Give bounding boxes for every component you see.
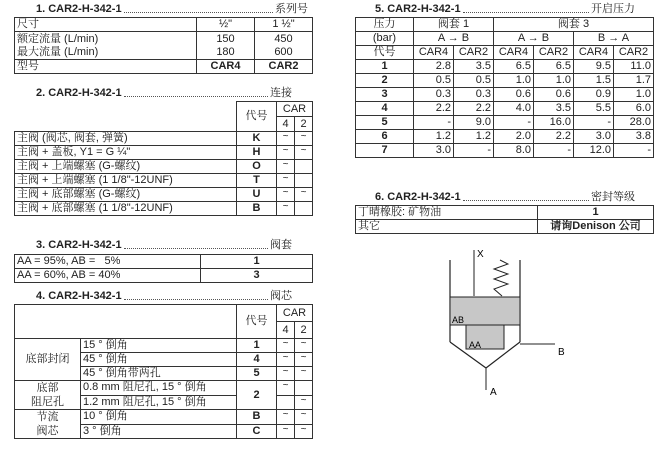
s5-row [356,116,654,130]
s2-row-car2: ~ [295,132,313,146]
s5-row-value: 3.8 [614,130,654,144]
s4-row-code: 2 [237,381,277,410]
s4-car-head: CAR [277,305,313,322]
s2-row-car2 [295,174,313,188]
s4-row [15,410,313,425]
s5-title [375,3,635,15]
s5-row-value: 1.0 [614,88,654,102]
s5-row-value: 0.5 [454,74,494,88]
s4-row-car2: ~ [295,395,313,410]
s6-row-code: 1 [538,206,654,220]
s4-row-desc: 45 ° 倒角 [81,353,237,367]
s4-title-text: 4. CAR2-H-342-1 [36,290,122,302]
s5-head-ab3: A → B [494,32,574,46]
s4-code-head: 代号 [237,305,277,339]
s3-title-text: 3. CAR2-H-342-1 [36,239,122,251]
s5-head-pressure: 压力 [356,18,414,32]
s4-row-car4: ~ [277,381,295,396]
s2-title-suffix: 连接 [270,87,292,99]
s5-row-value: 5.5 [574,102,614,116]
s2-code-head: 代号 [237,102,277,132]
s1-title [36,3,308,15]
s5-row-value: 28.0 [614,116,654,130]
s5-row [356,74,654,88]
s5-head-bar: (bar) [356,32,414,46]
s5-head-sleeve3: 阀套 3 [494,18,654,32]
s6-title-suffix: 密封等级 [591,191,635,203]
s2-title [36,87,292,99]
s3-table [14,254,313,283]
s4-row-car4: ~ [277,424,295,439]
s4-row-code: 4 [237,353,277,367]
s1-model-row [15,60,313,74]
s2-row-car4: ~ [277,174,295,188]
s2-row [15,174,313,188]
s4-group-throttle-line2: 阀芯 [36,425,59,437]
s6-title-leader [463,200,589,201]
s1-max-flow-label: 最大流量 (L/min) [17,45,99,58]
s5-row-value: 0.5 [414,74,454,88]
s2-row-car4: ~ [277,202,295,216]
s5-row-value: 3.0 [574,130,614,144]
s2-car-head: CAR [277,102,313,117]
s5-row-value: - [454,144,494,158]
s5-row-value: 9.5 [574,60,614,74]
s2-row-label: 主阀 + 上端螺塞 (G-螺纹) [15,160,237,174]
s5-row-value: 6.0 [614,102,654,116]
s4-group-orifice-line2: 阻尼孔 [31,396,64,408]
s2-row-label: 主阀 + 底部螺塞 (1 1/8"-12UNF) [15,202,237,216]
s2-row-code: U [237,188,277,202]
s5-row-value: 2.0 [494,130,534,144]
s2-row-car2: ~ [295,188,313,202]
s2-row [15,160,313,174]
s5-row-value: 3.5 [454,60,494,74]
s5-table [355,17,654,158]
s5-row-value: - [614,144,654,158]
s4-header-row-1 [15,305,313,322]
s5-row-value: - [414,116,454,130]
s5-row-value: - [534,144,574,158]
s5-row-code: 2 [356,74,414,88]
s4-row-desc: 15 ° 倒角 [81,339,237,353]
label-x: X [477,249,484,260]
s2-row-car2 [295,160,313,174]
s1-max-flow-oneandhalf: 600 [274,45,293,58]
s5-title-text: 5. CAR2-H-342-1 [375,3,461,15]
s5-row-value: 0.3 [414,88,454,102]
s2-row-label: 主阀 + 盖板, Y1 = G ¼" [15,146,237,160]
s5-row-code: 3 [356,88,414,102]
s1-table [14,17,313,74]
s4-table [14,304,313,439]
s6-title-text: 6. CAR2-H-342-1 [375,191,461,203]
label-aa: AA [469,340,482,350]
s2-row [15,188,313,202]
s2-row-code: O [237,160,277,174]
s5-row [356,144,654,158]
s4-row-desc: 3 ° 倒角 [81,424,237,439]
s5-col-head: CAR2 [454,46,494,60]
s1-flow-rows [15,32,313,60]
s5-head-sleeve1: 阀套 1 [414,18,494,32]
s5-row [356,88,654,102]
s1-max-flow-half: 180 [216,45,235,58]
s5-row-value: 1.0 [534,74,574,88]
s1-model-car2: CAR2 [255,60,313,74]
s5-col-head: CAR2 [614,46,654,60]
label-a: A [490,387,497,398]
s1-flow-half [197,32,255,60]
s1-model-car4: CAR4 [197,60,255,74]
s1-header-row [15,18,313,32]
s2-row-car4: ~ [277,188,295,202]
s5-header-row-2 [356,32,654,46]
s6-title [375,191,635,203]
label-b: B [558,347,565,358]
s4-group-orifice [15,381,81,410]
s3-row-code: 1 [201,255,313,269]
s5-col-head: CAR4 [494,46,534,60]
s5-row [356,60,654,74]
s4-group-orifice-line1: 底部 [36,382,59,394]
s2-row [15,132,313,146]
s4-group-throttle-line1: 节流 [36,411,59,423]
s4-row-car4 [277,395,295,410]
s6-row [356,220,654,234]
s2-car4-head: 4 [277,117,295,132]
s5-col-head: CAR4 [414,46,454,60]
s4-row-car2: ~ [295,339,313,353]
s5-title-leader [463,12,589,13]
s4-row-car4: ~ [277,410,295,425]
s5-row-value: 2.2 [454,102,494,116]
s5-row-value: 12.0 [574,144,614,158]
s5-row-value: 1.2 [454,130,494,144]
s5-row-value: 1.5 [574,74,614,88]
s1-rated-flow-half: 150 [216,32,235,45]
s5-row-value: 4.0 [494,102,534,116]
s4-row-car4: ~ [277,367,295,381]
s1-head-size: 尺寸 [15,18,197,32]
s5-row-code: 7 [356,144,414,158]
s4-title [36,290,292,302]
s4-row-car2: ~ [295,353,313,367]
s5-row-value: 0.6 [494,88,534,102]
s5-col-head: CAR2 [534,46,574,60]
s5-head-ba3: B → A [574,32,654,46]
s2-header-blank [15,102,237,132]
s1-rated-flow-label: 额定流量 (L/min) [17,32,99,45]
s5-head-ab1: A → B [414,32,494,46]
s5-row [356,130,654,144]
s1-head-oneandhalf: 1 ½" [255,18,313,32]
s5-row-value: 0.3 [454,88,494,102]
s4-row-code: 5 [237,367,277,381]
s1-model-label: 型号 [15,60,197,74]
s4-title-leader [124,299,268,300]
s3-row [15,269,313,283]
s5-row-value: - [494,116,534,130]
s1-rated-flow-oneandhalf: 450 [274,32,293,45]
s5-col-head: CAR4 [574,46,614,60]
s5-row [356,102,654,116]
s5-row-value: 1.2 [414,130,454,144]
s2-row-code: H [237,146,277,160]
s4-row-desc: 10 ° 倒角 [81,410,237,425]
s6-row-label: 丁晴橡胶: 矿物油 [356,206,538,220]
s5-row-value: 0.9 [574,88,614,102]
s2-car2-head: 2 [295,117,313,132]
s3-title [36,239,292,251]
s2-title-text: 2. CAR2-H-342-1 [36,87,122,99]
s4-row-desc: 45 ° 倒角带两孔 [81,367,237,381]
s2-title-leader [124,96,268,97]
s6-table [355,205,654,234]
s4-group-bottom-closed: 底部封闭 [15,339,81,381]
s5-row-value: - [574,116,614,130]
s2-row-code: T [237,174,277,188]
s3-row-label: AA = 95%, AB = 5% [15,255,201,269]
s4-title-suffix: 阀芯 [270,290,292,302]
s5-row-value: 11.0 [614,60,654,74]
s1-flow-labels [15,32,197,60]
s2-row-label: 主阀 (阀芯, 阀套, 弹簧) [15,132,237,146]
s5-row-value: 2.2 [414,102,454,116]
s5-row-value: 6.5 [494,60,534,74]
s2-row-code: B [237,202,277,216]
s1-title-leader [124,12,273,13]
valve-diagram [430,240,590,400]
s1-title-suffix: 系列号 [275,3,308,15]
s5-body [356,60,654,158]
s2-row [15,146,313,160]
s2-row [15,202,313,216]
s4-header-blank [15,305,237,339]
s4-row-car2: ~ [295,424,313,439]
s2-row-code: K [237,132,277,146]
s4-car2-head: 2 [295,322,313,339]
s5-row-code: 5 [356,116,414,130]
s5-row-value: 0.6 [534,88,574,102]
s4-row-desc: 1.2 mm 阻尼孔, 15 ° 倒角 [81,395,237,410]
spring-icon [494,260,508,296]
s4-row-car4: ~ [277,353,295,367]
s5-header-row-3 [356,46,654,60]
s5-row-value: 2.8 [414,60,454,74]
s5-row-code: 4 [356,102,414,116]
s6-row-code: 请询Denison 公司 [538,220,654,234]
s3-title-leader [124,248,268,249]
s4-row-car4: ~ [277,339,295,353]
s5-head-code: 代号 [356,46,414,60]
s2-row-car2: ~ [295,146,313,160]
s3-row [15,255,313,269]
s5-row-value: 16.0 [534,116,574,130]
s2-row-car4: ~ [277,160,295,174]
s2-row-car2 [295,202,313,216]
s5-row-value: 3.5 [534,102,574,116]
s5-header-row-1 [356,18,654,32]
s5-row-value: 1.0 [494,74,534,88]
s4-row-car2: ~ [295,410,313,425]
s1-flow-oneandhalf [255,32,313,60]
s4-row-car2 [295,381,313,396]
s4-row-code: C [237,424,277,439]
s4-row-code: 1 [237,339,277,353]
s4-row [15,339,313,353]
s3-row-code: 3 [201,269,313,283]
s5-row-value: 9.0 [454,116,494,130]
s5-row-code: 1 [356,60,414,74]
s3-title-suffix: 阀套 [270,239,292,251]
s1-title-text: 1. CAR2-H-342-1 [36,3,122,15]
label-ab: AB [452,315,465,325]
s2-header-row-1 [15,102,313,117]
s5-title-suffix: 开启压力 [591,3,635,15]
s3-row-label: AA = 60%, AB = 40% [15,269,201,283]
s5-row-value: 2.2 [534,130,574,144]
s2-row-car4: ~ [277,132,295,146]
s5-row-value: 6.5 [534,60,574,74]
s1-head-half: ½" [197,18,255,32]
s5-row-code: 6 [356,130,414,144]
s4-car4-head: 4 [277,322,295,339]
s2-row-car4: ~ [277,146,295,160]
s4-row-car2: ~ [295,367,313,381]
s5-row-value: 3.0 [414,144,454,158]
s4-row [15,381,313,396]
s4-group-throttle [15,410,81,439]
s2-table [14,101,313,216]
s5-row-value: 8.0 [494,144,534,158]
s4-row-code: B [237,410,277,425]
s4-row-desc: 0.8 mm 阻尼孔, 15 ° 倒角 [81,381,237,396]
s2-row-label: 主阀 + 底部螺塞 (G-螺纹) [15,188,237,202]
s2-row-label: 主阀 + 上端螺塞 (1 1/8"-12UNF) [15,174,237,188]
s6-row-label: 其它 [356,220,538,234]
s6-row [356,206,654,220]
s5-row-value: 1.7 [614,74,654,88]
